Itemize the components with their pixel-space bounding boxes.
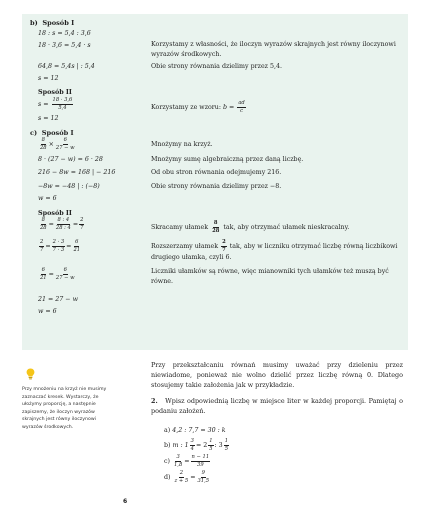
lightbulb-icon [26, 368, 35, 380]
b-desc3: Obie strony równania dzielimy przez 5,4. [151, 63, 283, 70]
b-eq4: s = 12 [38, 75, 59, 82]
c-desc4: Obie strony równania dzielimy przez −8. [151, 183, 282, 190]
b-eq6: s = 12 [38, 115, 59, 122]
c-eq8: 21 = 27 − w [38, 296, 78, 303]
c-desc1: Mnożymy na krzyż. [151, 141, 213, 148]
c-eq9: w = 6 [38, 308, 57, 315]
b-eq1: 18 : s = 5,4 : 3,6 [38, 30, 91, 37]
c-eq3: 216 − 8w = 168 | − 216 [38, 169, 116, 176]
c-desc-s4: Liczniki ułamków są równe, więc mianowniki tych ułamków też muszą być równe. [151, 268, 389, 285]
c-desc-s3: Rozszerzamy ułamek $\frac{2}{7}$ tak, aby w liczniku otrzymać liczbę równą liczbikowi drugiego ułamka, czyli 6. [151, 239, 398, 261]
b-method2: Sposób II [38, 88, 72, 96]
c-method2: Sposób II [38, 209, 72, 217]
c-eq2: 8 · (27 − w) = 6 · 28 [38, 156, 103, 163]
task-2c: c) $\frac{3}{1,8}$ = $\frac{n - 11}{39}$ [164, 454, 210, 468]
b-desc2: Korzystamy z własności, że iloczyn wyrazów skrajnych jest równy iloczynowi wyrazów środkowych. [151, 41, 396, 58]
task-2d: d) $\frac{2}{z + 5}$ = $\frac{9}{31,5}$ [164, 470, 210, 484]
c-desc2: Mnożymy sumę algebraiczną przez daną liczbę. [151, 156, 304, 163]
b-desc5: Korzystamy ze wzoru: b = $\frac{ad}{c}$ [151, 100, 245, 114]
section-b-heading: b) Sposób I [30, 19, 75, 27]
c-desc-s2: Skracamy ułamek $\frac{8}{28}$ tak, aby otrzymać ułamek nieskracalny. [151, 220, 350, 234]
b-eq5: s = $\frac{18 \cdot 3,6}{5,4}$ [38, 97, 73, 111]
c-s3-fractions: $\frac{2}{7}$ = $\frac{2 \cdot 3}{7 \cdot 3}$ = $\frac{6}{21}$ [40, 239, 81, 253]
c-s2-fractions: $\frac{8}{28}$ = $\frac{8 : 4}{28 : 4}$ = $\frac{2}{7}$ [40, 217, 84, 231]
task-2-instruction: 2. Wpisz odpowiednią liczbę w miejsce liter w każdej proporcji. Pamiętaj o podaniu założeń. [151, 397, 403, 415]
section-c-heading: c) Sposób I [30, 129, 74, 137]
task-2b: b) m : 1 $\frac{3}{4}$ = 2 $\frac{1}{5}$ : 3 $\frac{1}{5}$ [164, 438, 228, 452]
c-eq4: −8w = −48 | : (−8) [38, 183, 100, 190]
page-number: 6 [123, 498, 128, 505]
c-s4-fractions: $\frac{6}{21}$ = $\frac{6}{27 - w}$ [40, 267, 75, 281]
c-desc3: Od obu stron równania odejmujemy 216. [151, 169, 282, 176]
warning-paragraph: Przy przekształcaniu równań musimy uważać przy dzieleniu przez niewiadome, ponieważ nie wolno dzielić przez liczbę równą 0. Dlatego stosujemy takie założenia jak w przykładzie. [151, 361, 403, 389]
b-eq3: 64,8 = 5,4s | : 5,4 [38, 63, 95, 70]
tip-text: Przy mnożeniu na krzyż nie musimy zaznaczać kresek. Wystarczy, że ułożymy proporcję, a następnie zapiszemy, że iloczyn wyrazów skrajnych jest równy iloczynowi wyrazów środkowych. [22, 387, 107, 430]
b-eq2: 18 · 3,6 = 5,4 · s [38, 42, 91, 49]
c-cross-fraction: $\frac{8}{28}$ × $\frac{6}{27 - w}$ [40, 137, 75, 151]
c-eq5: w = 6 [38, 195, 57, 202]
task-2a: a) 4,2 : 7,7 = 30 : k [164, 427, 226, 434]
